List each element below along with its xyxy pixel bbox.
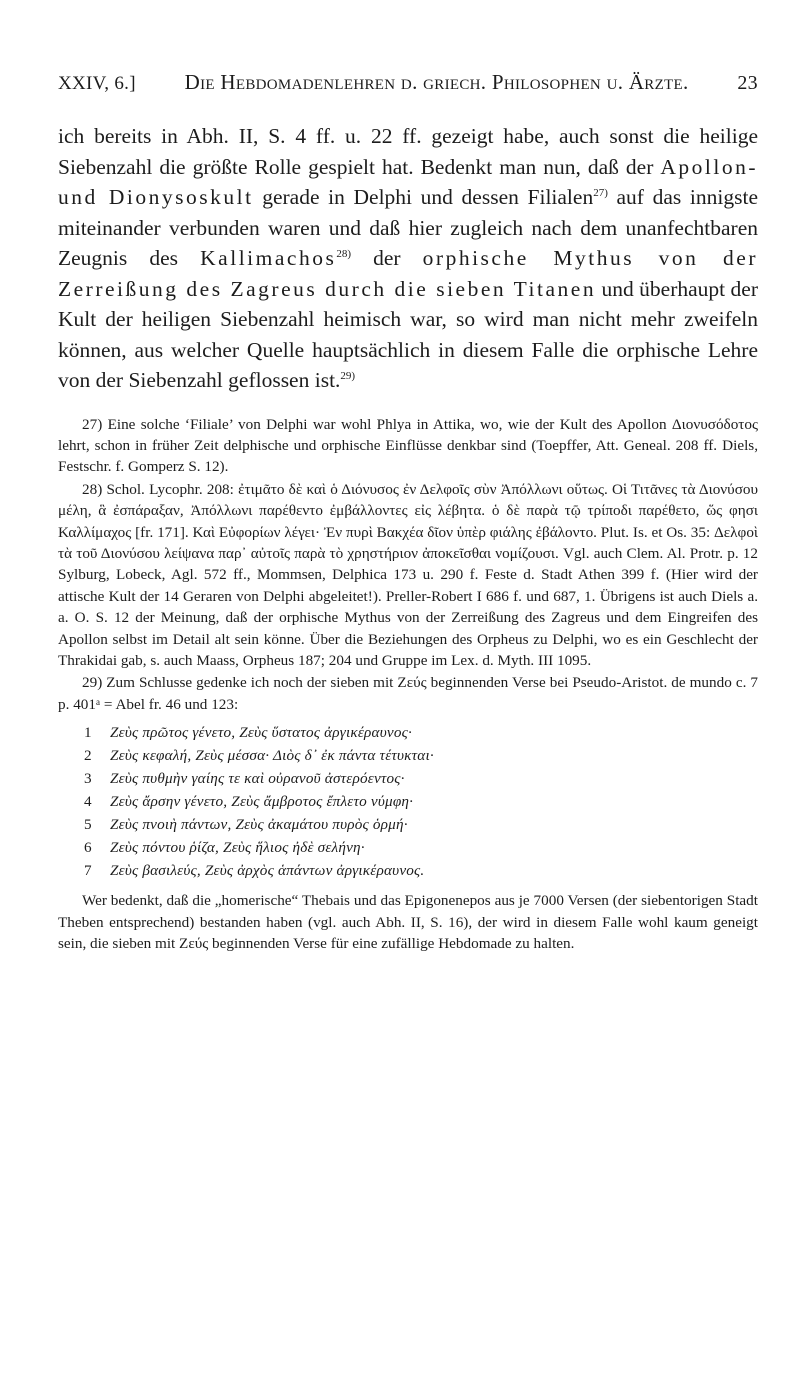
verse-number: 4 [84,793,92,811]
verse-text: Ζεὺς βασιλεύς, Ζεὺς ἀρχὸς ἁπάντων ἀργικέραυνος. [110,862,425,880]
verse-number: 1 [84,724,92,742]
chapter-reference: XXIV, 6.] [58,73,136,94]
verse-line [84,767,758,790]
verse-line [84,744,758,767]
verse-number: 5 [84,816,92,834]
page-number: 23 [737,72,758,94]
verse-text: Ζεὺς ἄρσην γένετο, Ζεὺς ἄμβροτος ἔπλετο νύμφη· [110,793,414,811]
footnotes [58,414,758,955]
verse-number: 7 [84,862,92,880]
verse-line [84,790,758,813]
footnote-ref-27[interactable]: 27) [593,186,608,199]
verse-text: Ζεὺς πυθμὴν γαίης τε καὶ οὐρανοῦ ἀστερόεντος· [110,770,405,788]
verse-line [84,859,758,882]
footnote-ref-29[interactable]: 29) [340,369,356,382]
verse-number: 6 [84,839,92,857]
text-run: ich bereits in Abh. II, S. 4 ff. u. 22 ff. gezeigt habe, auch sonst die heilige Siebenzahl die größte Rolle gespielt hat. Bedenkt man nun, daß der [58,124,758,179]
verse-text: Ζεὺς πνοιὴ πάντων, Ζεὺς ἀκαμάτου πυρὸς ὁρμή· [110,816,408,834]
emphasis-text: Kallimachos [200,246,337,270]
verse-number: 3 [84,770,92,788]
main-paragraph [58,121,758,396]
verse-list [84,721,758,882]
verse-text: Ζεὺς πρῶτος γένετο, Ζεὺς ὕστατος ἀργικέραυνος· [110,724,412,742]
text-run: und überhaupt der Kult der heiligen Siebenzahl heimisch war, so wird man nicht mehr zweifeln können, aus welcher Quelle hauptsächlich in diesem Falle die orphische Lehre von der Siebenzahl geflossen ist. [58,276,759,392]
verse-line [84,721,758,744]
emphasis-text: orphische Mythus von der Zerreißung des Zagreus durch die sieben Titanen [58,246,758,301]
footnote-27: 27) Eine solche ‘Filiale’ von Delphi war wohl Phlya in Attika, wo, wie der Kult des Apollon Διονυσόδοτος lehrt, schon in früher Zeit delphische und orphische Einflüsse denkbar sind (Toepffer, Att. Geneal. 208 ff. Diels, Festschr. f. Gomperz S. 12). [58,415,758,476]
page [58,70,758,955]
text-run: auf das innigste miteinander verbunden waren und daß hier zugleich nach dem unanfechtbaren Zeugnis des [58,185,758,270]
verse-line [84,836,758,859]
footnote-29: 29) Zum Schlusse gedenke ich noch der sieben mit Ζεύς beginnenden Verse bei Pseudo-Aristot. de mundo c. 7 p. 401ᵃ = Abel fr. 46 und 123: [58,674,758,713]
closing-paragraph: Wer bedenkt, daß die „homerische“ Thebais und das Epigonenepos aus je 7000 Versen (der siebentorigen Stadt Theben entsprechend) bestanden haben (vgl. auch Abh. II, S. 16), der wird in diesem Falle wohl kaum geneigt sein, die sieben mit Ζεύς beginnenden Verse für eine zufällige Hebdomade zu halten. [58,892,758,952]
text-run: der [373,246,401,270]
main-text [58,121,758,396]
footnote-28: 28) Schol. Lycophr. 208: ἐτιμᾶτο δὲ καὶ ὁ Διόνυσος ἐν Δελφοῖς σὺν Ἀπόλλωνι οὕτως. Οἱ Τιτᾶνες τὰ Διονύσου μέλη, ἃ ἐσπάραξαν, Ἀπόλλωνι παρέθεντο ἐμβάλλοντες εἰς λέβητα. ὁ δὲ παρὰ τῷ τρίποδι παρέθετο, ὥς φησι Καλλίμαχος [fr. 171]. Καὶ Εὐφορίων λέγει· Ἐν πυρὶ Βακχέα δῖον ὑπὲρ φιάλης ἐβάλοντο. Plut. Is. et Os. 35: Δελφοὶ τὰ τοῦ Διονύσου λείψανα παρ᾽ αὐτοῖς παρὰ τὸ χρηστήριον ἀποκεῖσθαι νομίζουσι. Vgl. auch Clem. Al. Protr. p. 12 Sylburg, Lobeck, Agl. 572 ff., Mommsen, Delphica 173 u. 290 f. Feste d. Stadt Athen 399 f. (Hier wird der attische Kult der 14 Geraren von Delphi abgeleitet!). Preller-Robert I 686 f. und 687, 1. Übrigens ist auch Diels a. a. O. S. 12 der Meinung, daß der orphische Mythus von der Zerreißung des Zagreus und dem Eingreifen des Apollon selbst im Detail alt sein könne. Über die Beziehungen des Orpheus zu Delphi, wo es ein Geschlecht der Thrakidai gab, s. auch Maass, Orpheus 187; 204 und Gruppe im Lex. d. Myth. III 1095. [58,480,758,669]
text-run: gerade in Delphi und dessen Filialen [262,185,594,209]
running-header [58,70,758,95]
verse-line [84,813,758,836]
footnote-ref-28[interactable]: 28) [336,247,351,260]
verse-text: Ζεὺς πόντου ῥίζα, Ζεὺς ἥλιος ἠδὲ σελήνη· [110,839,365,857]
verse-number: 2 [84,747,92,765]
emphasis-text: Apollon- und Dionysoskult [58,154,758,209]
verse-text: Ζεὺς κεφαλή, Ζεὺς μέσσα· Διὸς δ᾽ ἐκ πάντα τέτυκται· [110,747,434,765]
running-title: Die Hebdomadenlehren d. griech. Philosophen u. Ärzte. [184,70,689,94]
